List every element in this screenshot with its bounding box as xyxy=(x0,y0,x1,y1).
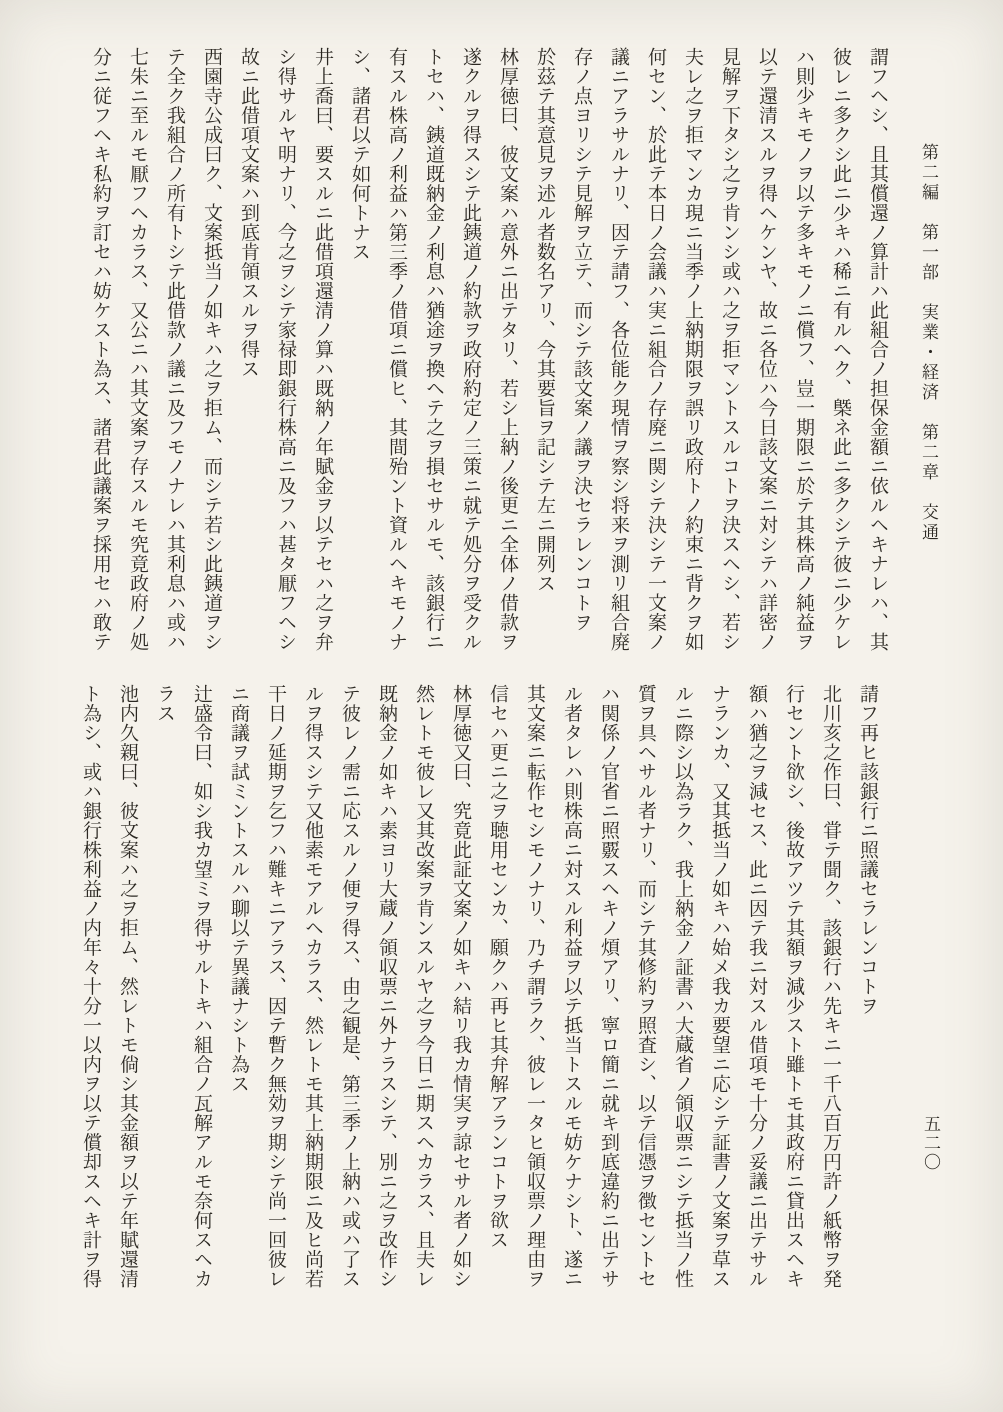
text-column: 見解ヲ下タシ之ヲ肯ンシ或ハ之ヲ拒マントスルコトヲ決スヘシ、若シ xyxy=(719,47,741,652)
text-column: 存ノ点ヨリシテ見解ヲ立テ、而シテ該文案ノ議ヲ決セラレンコトヲ xyxy=(571,47,593,632)
text-column: ルヲ得スシテ又他素モアルヘカラス、然レトモ其上納期限ニ及ヒ尚若 xyxy=(302,684,324,1289)
text-column: 林厚徳又曰、究竟此証文案ノ如キハ結リ我カ情実ヲ諒セサル者ノ如シ xyxy=(450,684,472,1289)
text-column: 遂クルヲ得スシテ此銕道ノ約款ヲ政府約定ノ三策ニ就テ処分ヲ受クル xyxy=(460,47,482,652)
text-column: 然レトモ彼レ又其改案ヲ肯ンスルヤ之ヲ今日ニ期スヘカラス、且夫レ xyxy=(413,684,435,1289)
text-column: 於茲テ其意見ヲ述ル者数名アリ、今其要旨ヲ記シテ左ニ開列ス xyxy=(534,47,556,593)
text-column: ト為シ、或ハ銀行株利益ノ内年々十分一以内ヲ以テ償却スヘキ計ヲ得 xyxy=(80,684,102,1289)
text-column: テ彼レノ需ニ応スルノ便ヲ得ス、由之観是、第三季ノ上納ハ或ハ了ス xyxy=(339,684,361,1289)
text-column: ナランカ、又其抵当ノ如キハ始メ我カ要望ニ応シテ証書ノ文案ヲ草ス xyxy=(709,684,731,1289)
text-column: 干日ノ延期ヲ乞フハ難キニアラス、因テ暫ク無効ヲ期シテ尚一回彼レ xyxy=(265,684,287,1289)
text-column: 夫レ之ヲ拒マンカ現ニ当季ノ上納期限ヲ誤リ政府トノ約束ニ背クヲ如 xyxy=(682,47,704,652)
text-column: 額ハ猶之ヲ減セス、此ニ因テ我ニ対スル借項モ十分ノ妥議ニ出テサル xyxy=(746,684,768,1289)
text-column: ルニ際シ以為ラク、我上納金ノ証書ハ大蔵省ノ領収票ニシテ抵当ノ性 xyxy=(672,684,694,1289)
text-column: 質ヲ具ヘサル者ナリ、而シテ其修約ヲ照査シ、以テ信憑ヲ徴セントセ xyxy=(635,684,657,1289)
text-column: 行セント欲シ、後故アツテ其額ヲ減少スト雖トモ其政府ニ貸出スヘキ xyxy=(783,684,805,1289)
text-column: 池内久親曰、彼文案ハ之ヲ拒ム、然レトモ倘シ其金額ヲ以テ年賦還清 xyxy=(117,684,139,1289)
text-column: 請フ再ヒ該銀行ニ照議セラレンコトヲ xyxy=(857,684,879,1016)
text-column: 何セン、於此テ本日ノ会議ハ実ニ組合ノ存廃ニ関シテ決シテ一文案ノ xyxy=(645,47,667,652)
text-column: 分ニ従フヘキ私約ヲ訂セハ妨ケスト為ス、諸君此議案ヲ採用セハ敢テ xyxy=(90,47,112,652)
text-column: 西園寺公成曰ク、文案抵当ノ如キハ之ヲ拒ム、而シテ若シ此銕道ヲシ xyxy=(201,47,223,652)
text-column: ハ則少キモノヲ以テ多キモノニ償フ、豈一期限ニ於テ其株高ノ純益ヲ xyxy=(793,47,815,652)
text-column: 信セハ更ニ之ヲ聴用センカ、願クハ再ヒ其弁解アランコトヲ欲ス xyxy=(487,684,509,1250)
text-block-bottom xyxy=(72,684,886,1322)
text-column: シ得サルヤ明ナリ、今之ヲシテ家禄即銀行株高ニ及フハ甚タ厭フヘシ xyxy=(275,47,297,652)
text-block-top xyxy=(82,47,896,661)
page-number: 五二〇 xyxy=(920,1115,940,1172)
text-column: 彼レニ多クシ此ニ少キハ稀ニ有ルヘク、槩ネ此ニ多クシテ彼ニ少ケレ xyxy=(830,47,852,652)
text-column: 有スル株高ノ利益ハ第三季ノ借項ニ償ヒ、其間殆ント資ルヘキモノナ xyxy=(386,47,408,652)
text-column: シ、諸君以テ如何トナス xyxy=(349,47,371,262)
text-column: ハ関係ノ官省ニ照覈スヘキノ煩アリ、寧ロ簡ニ就キ到底違約ニ出テサ xyxy=(598,684,620,1289)
text-column: 辻盛令曰、如シ我カ望ミヲ得サルトキハ組合ノ瓦解アルモ奈何スヘカ xyxy=(191,684,213,1289)
text-column: 北川亥之作曰、甞テ聞ク、該銀行ハ先キニ一千八百万円許ノ紙幣ヲ発 xyxy=(820,684,842,1289)
text-column: ラス xyxy=(154,684,176,723)
text-column: 謂フヘシ、且其償還ノ算計ハ此組合ノ担保金額ニ依ルヘキナレハ、其 xyxy=(867,47,889,652)
text-column: 既納金ノ如キハ素ヨリ大蔵ノ領収票ニ外ナラスシテ、別ニ之ヲ改作シ xyxy=(376,684,398,1289)
text-column: 井上喬曰、要スルニ此借項還清ノ算ハ既納ノ年賦金ヲ以テセハ之ヲ弁 xyxy=(312,47,334,652)
text-column: 其文案ニ転作セシモノナリ、乃チ謂ラク、彼レ一タヒ領収票ノ理由ヲ xyxy=(524,684,546,1289)
text-column: 林厚徳曰、彼文案ハ意外ニ出テタリ、若シ上納ノ後更ニ全体ノ借款ヲ xyxy=(497,47,519,652)
text-column: 以テ還清スルヲ得ヘケンヤ、故ニ各位ハ今日該文案ニ対シテハ詳密ノ xyxy=(756,47,778,652)
text-column: 七朱ニ至ルモ厭フヘカラス、又公ニハ其文案ヲ存スルモ究竟政府ノ処 xyxy=(127,47,149,652)
text-column: テ全ク我組合ノ所有トシテ此借款ノ議ニ及フモノナレハ其利息ハ或ハ xyxy=(164,47,186,652)
text-column: ル者タレハ則株高ニ対スル利益ヲ以テ抵当トスルモ妨ケナシト、遂ニ xyxy=(561,684,583,1289)
text-column: トセハ、銕道既納金ノ利息ハ猶途ヲ換ヘテ之ヲ損セサルモ、該銀行ニ xyxy=(423,47,445,652)
text-column: ニ商議ヲ試ミントスルハ聊以テ異議ナシト為ス xyxy=(228,684,250,1094)
running-head: 第二編 第一部 実業・経済 第二章 交通 xyxy=(918,143,938,543)
text-column: 故ニ此借項文案ハ到底肯領スルヲ得ス xyxy=(238,47,260,379)
text-column: 議ニアラサルナリ、因テ請フ、各位能ク現情ヲ察シ将来ヲ測リ組合廃 xyxy=(608,47,630,652)
